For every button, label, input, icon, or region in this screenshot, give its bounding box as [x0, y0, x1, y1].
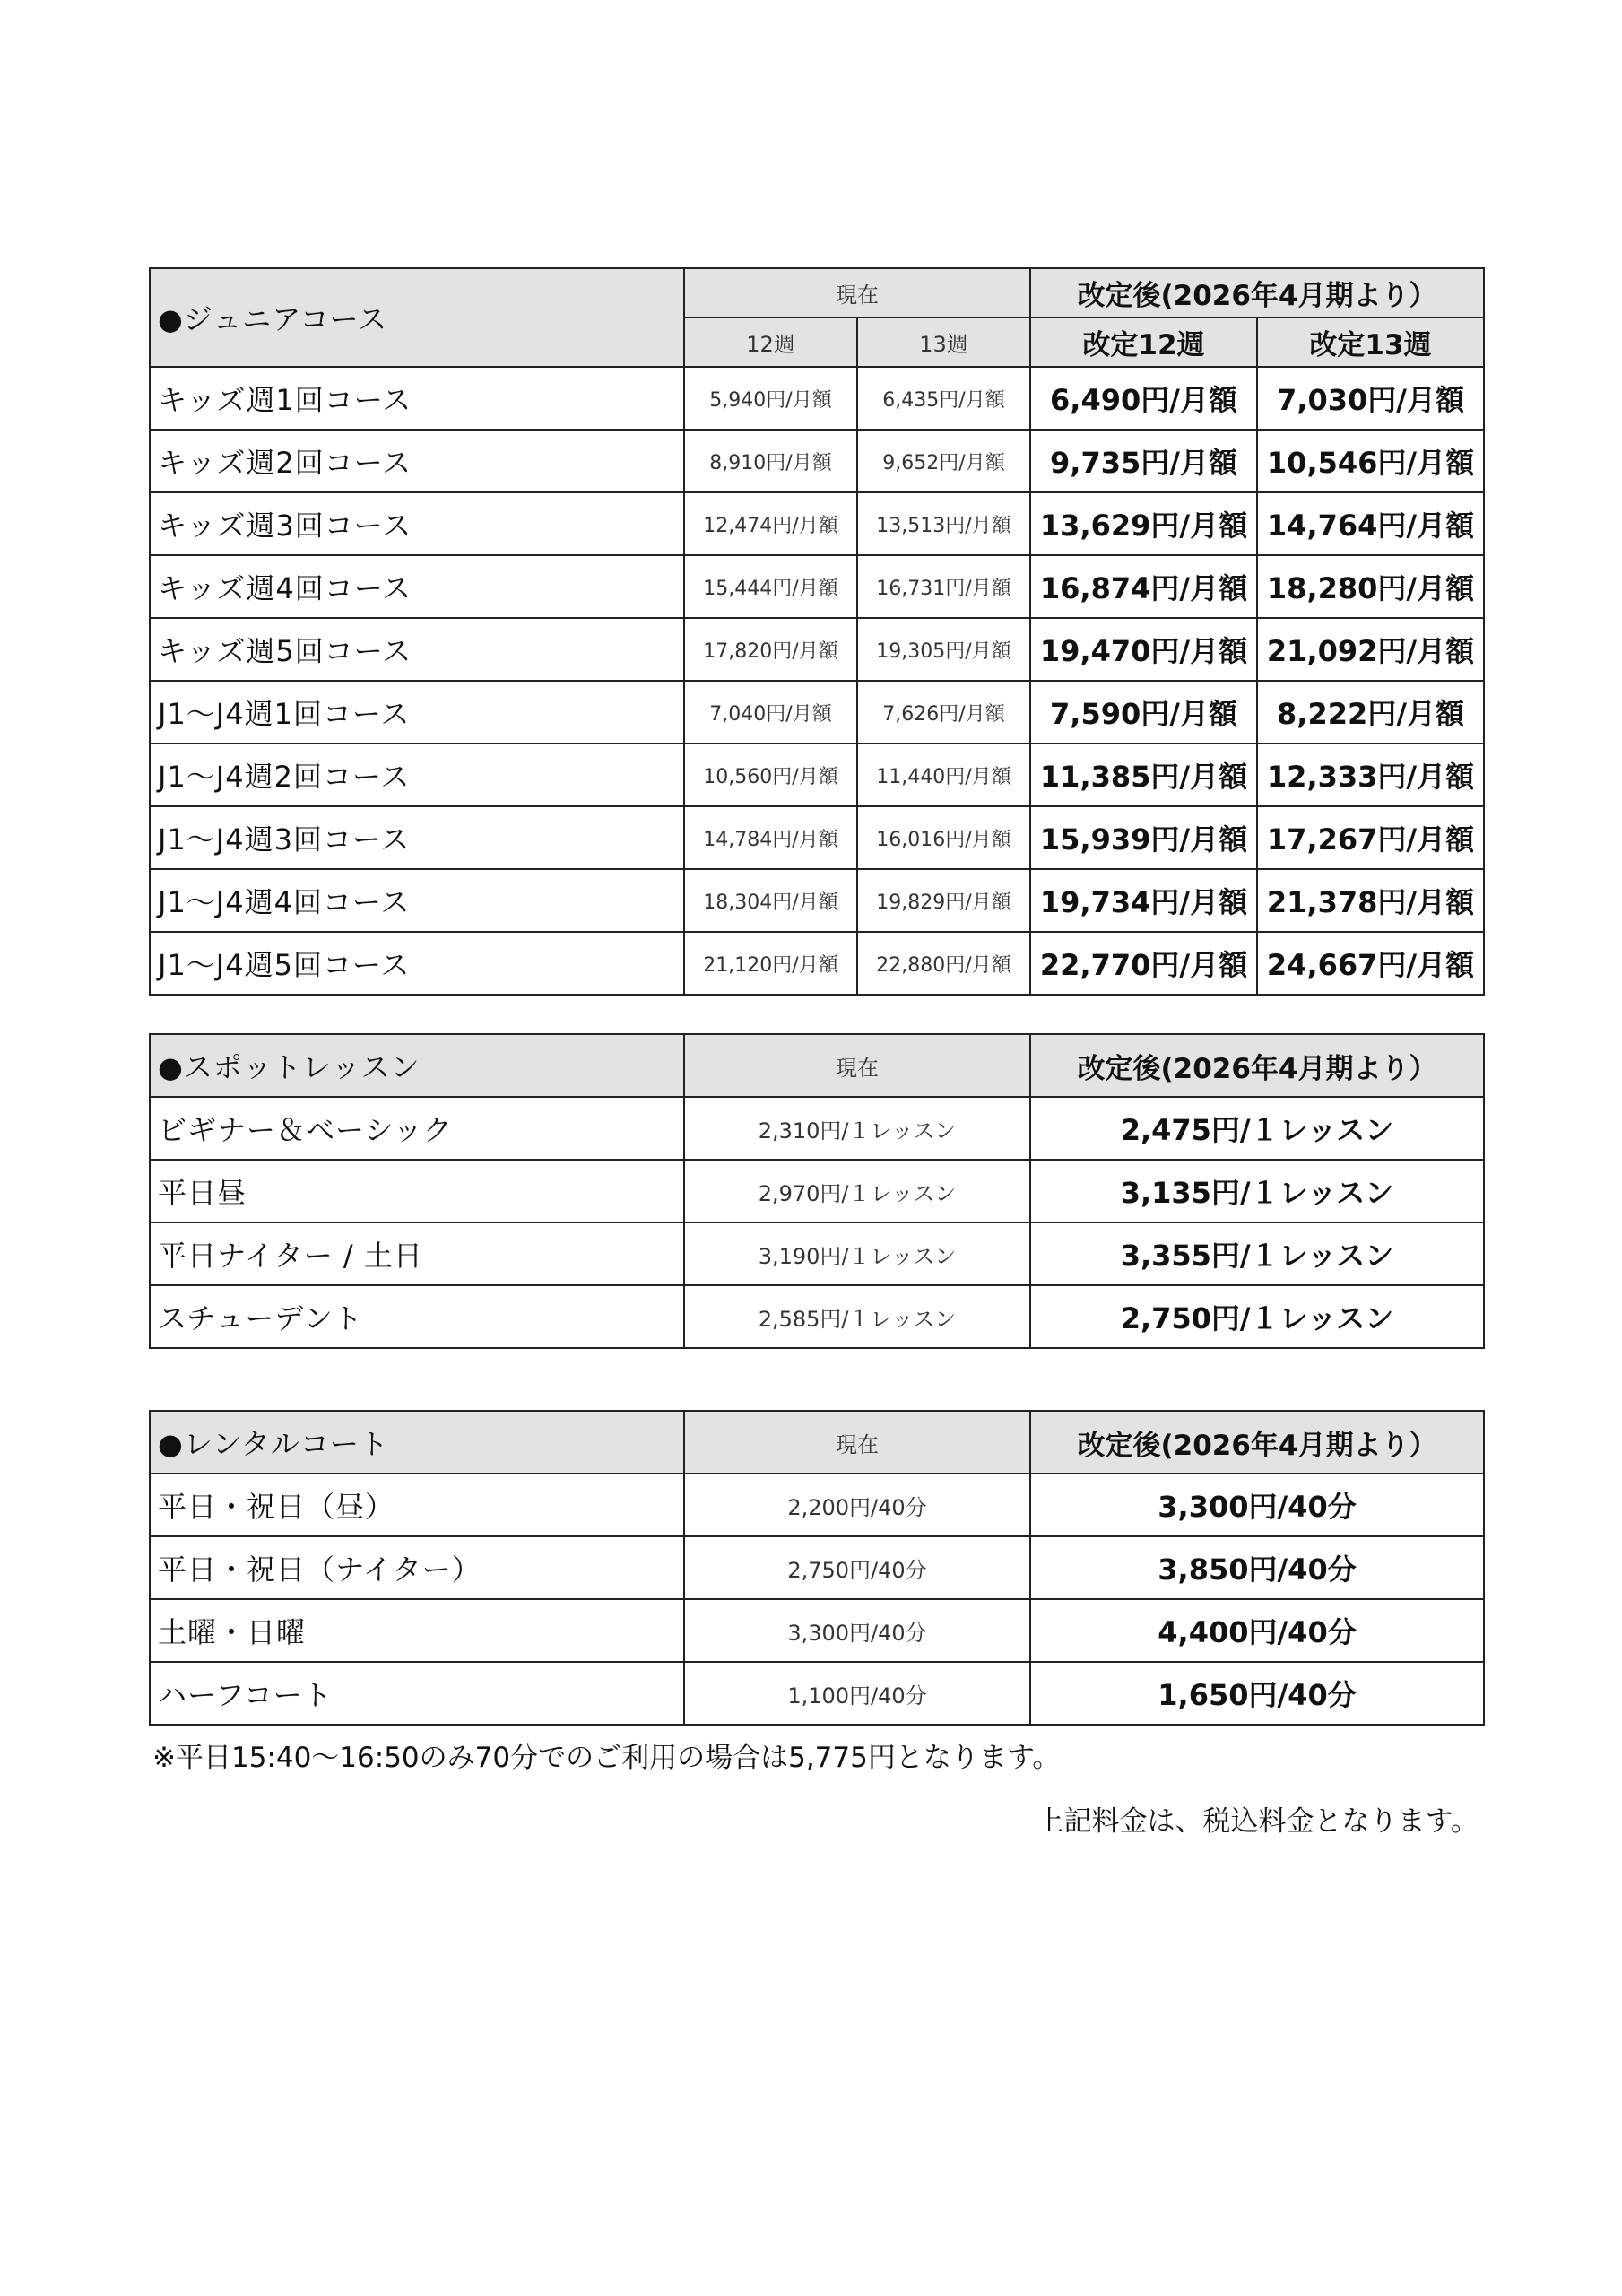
new-price-13-weeks: 8,222円/月額	[1257, 681, 1484, 744]
table-row	[150, 869, 1484, 932]
new-price-12-weeks: 6,490円/月額	[1030, 367, 1257, 430]
table-row	[150, 681, 1484, 744]
table-row	[150, 1160, 1484, 1222]
junior-current-header: 現在	[684, 268, 1030, 317]
table-row	[150, 1097, 1484, 1160]
current-price-13-weeks: 19,829円/月額	[857, 869, 1030, 932]
table-row	[150, 555, 1484, 618]
current-price-12-weeks: 21,120円/月額	[684, 932, 857, 995]
item-name: ビギナー＆ベーシック	[150, 1097, 684, 1160]
rental-current-header: 現在	[684, 1411, 1030, 1474]
current-price: 3,190円/１レッスン	[684, 1222, 1030, 1285]
junior-course-title: ●ジュニアコース	[150, 268, 684, 367]
weekday-70min-note: ※平日15:40～16:50のみ70分でのご利用の場合は5,775円となります。	[152, 1742, 1061, 1774]
current-price-12-weeks: 14,784円/月額	[684, 806, 857, 869]
current-price: 3,300円/40分	[684, 1599, 1030, 1662]
new-price-12-weeks: 19,470円/月額	[1030, 618, 1257, 681]
item-name: 平日・祝日（ナイター）	[150, 1536, 684, 1599]
current-price: 1,100円/40分	[684, 1662, 1030, 1725]
new-price-13-weeks: 10,546円/月額	[1257, 430, 1484, 492]
table-row	[150, 806, 1484, 869]
new-price: 3,135円/１レッスン	[1030, 1160, 1484, 1222]
table-row	[150, 1474, 1484, 1536]
table-row	[150, 618, 1484, 681]
rental-new-header: 改定後(2026年4月期より）	[1030, 1411, 1484, 1474]
new-price-12-weeks: 11,385円/月額	[1030, 744, 1257, 806]
current-price: 2,585円/１レッスン	[684, 1285, 1030, 1348]
new-price-13-weeks: 14,764円/月額	[1257, 492, 1484, 555]
junior-course-table	[149, 267, 1485, 996]
table-row	[150, 1599, 1484, 1662]
current-price-12-weeks: 15,444円/月額	[684, 555, 857, 618]
new-price-12-weeks: 15,939円/月額	[1030, 806, 1257, 869]
new-price: 3,300円/40分	[1030, 1474, 1484, 1536]
junior-subheader-current-13: 13週	[857, 317, 1030, 367]
course-name: J1～J4週4回コース	[150, 869, 684, 932]
current-price-12-weeks: 17,820円/月額	[684, 618, 857, 681]
course-name: キッズ週2回コース	[150, 430, 684, 492]
new-price-12-weeks: 19,734円/月額	[1030, 869, 1257, 932]
course-name: J1～J4週2回コース	[150, 744, 684, 806]
new-price-13-weeks: 24,667円/月額	[1257, 932, 1484, 995]
current-price-12-weeks: 18,304円/月額	[684, 869, 857, 932]
current-price-13-weeks: 13,513円/月額	[857, 492, 1030, 555]
table-row	[150, 1285, 1484, 1348]
current-price-13-weeks: 9,652円/月額	[857, 430, 1030, 492]
item-name: ハーフコート	[150, 1662, 684, 1725]
course-name: J1～J4週3回コース	[150, 806, 684, 869]
junior-new-header: 改定後(2026年4月期より）	[1030, 268, 1484, 317]
table-row	[150, 492, 1484, 555]
item-name: スチューデント	[150, 1285, 684, 1348]
current-price-13-weeks: 16,016円/月額	[857, 806, 1030, 869]
current-price: 2,970円/１レッスン	[684, 1160, 1030, 1222]
current-price-13-weeks: 6,435円/月額	[857, 367, 1030, 430]
current-price: 2,310円/１レッスン	[684, 1097, 1030, 1160]
new-price-12-weeks: 9,735円/月額	[1030, 430, 1257, 492]
rental-court-table	[149, 1410, 1485, 1726]
table-row	[150, 1536, 1484, 1599]
new-price-13-weeks: 7,030円/月額	[1257, 367, 1484, 430]
new-price-12-weeks: 16,874円/月額	[1030, 555, 1257, 618]
course-name: キッズ週5回コース	[150, 618, 684, 681]
new-price: 2,750円/１レッスン	[1030, 1285, 1484, 1348]
current-price-12-weeks: 5,940円/月額	[684, 367, 857, 430]
table-row	[150, 744, 1484, 806]
rental-court-rows	[150, 1474, 1484, 1725]
current-price-13-weeks: 7,626円/月額	[857, 681, 1030, 744]
current-price-12-weeks: 7,040円/月額	[684, 681, 857, 744]
new-price-13-weeks: 21,092円/月額	[1257, 618, 1484, 681]
new-price: 2,475円/１レッスン	[1030, 1097, 1484, 1160]
table-row	[150, 932, 1484, 995]
new-price: 1,650円/40分	[1030, 1662, 1484, 1725]
item-name: 平日・祝日（昼）	[150, 1474, 684, 1536]
spot-lesson-title: ●スポットレッスン	[150, 1034, 684, 1097]
course-name: キッズ週4回コース	[150, 555, 684, 618]
course-name: キッズ週3回コース	[150, 492, 684, 555]
tax-included-note: 上記料金は、税込料金となります。	[1036, 1805, 1479, 1838]
current-price: 2,750円/40分	[684, 1536, 1030, 1599]
new-price: 4,400円/40分	[1030, 1599, 1484, 1662]
spot-current-header: 現在	[684, 1034, 1030, 1097]
new-price-12-weeks: 22,770円/月額	[1030, 932, 1257, 995]
spot-lesson-rows	[150, 1097, 1484, 1348]
current-price-12-weeks: 10,560円/月額	[684, 744, 857, 806]
item-name: 土曜・日曜	[150, 1599, 684, 1662]
junior-subheader-current-12: 12週	[684, 317, 857, 367]
new-price-13-weeks: 18,280円/月額	[1257, 555, 1484, 618]
item-name: 平日昼	[150, 1160, 684, 1222]
new-price-12-weeks: 7,590円/月額	[1030, 681, 1257, 744]
junior-course-rows	[150, 367, 1484, 995]
rental-court-title: ●レンタルコート	[150, 1411, 684, 1474]
course-name: J1～J4週1回コース	[150, 681, 684, 744]
spot-new-header: 改定後(2026年4月期より）	[1030, 1034, 1484, 1097]
table-row	[150, 430, 1484, 492]
current-price-13-weeks: 22,880円/月額	[857, 932, 1030, 995]
table-row	[150, 367, 1484, 430]
current-price-13-weeks: 19,305円/月額	[857, 618, 1030, 681]
new-price-13-weeks: 21,378円/月額	[1257, 869, 1484, 932]
new-price: 3,850円/40分	[1030, 1536, 1484, 1599]
new-price-13-weeks: 17,267円/月額	[1257, 806, 1484, 869]
current-price-12-weeks: 8,910円/月額	[684, 430, 857, 492]
current-price-13-weeks: 11,440円/月額	[857, 744, 1030, 806]
new-price-12-weeks: 13,629円/月額	[1030, 492, 1257, 555]
current-price-12-weeks: 12,474円/月額	[684, 492, 857, 555]
junior-subheader-new-13: 改定13週	[1257, 317, 1484, 367]
current-price: 2,200円/40分	[684, 1474, 1030, 1536]
item-name: 平日ナイター / 土日	[150, 1222, 684, 1285]
course-name: キッズ週1回コース	[150, 367, 684, 430]
new-price-13-weeks: 12,333円/月額	[1257, 744, 1484, 806]
junior-subheader-new-12: 改定12週	[1030, 317, 1257, 367]
new-price: 3,355円/１レッスン	[1030, 1222, 1484, 1285]
table-row	[150, 1662, 1484, 1725]
spot-lesson-table	[149, 1033, 1485, 1349]
course-name: J1～J4週5回コース	[150, 932, 684, 995]
current-price-13-weeks: 16,731円/月額	[857, 555, 1030, 618]
table-row	[150, 1222, 1484, 1285]
